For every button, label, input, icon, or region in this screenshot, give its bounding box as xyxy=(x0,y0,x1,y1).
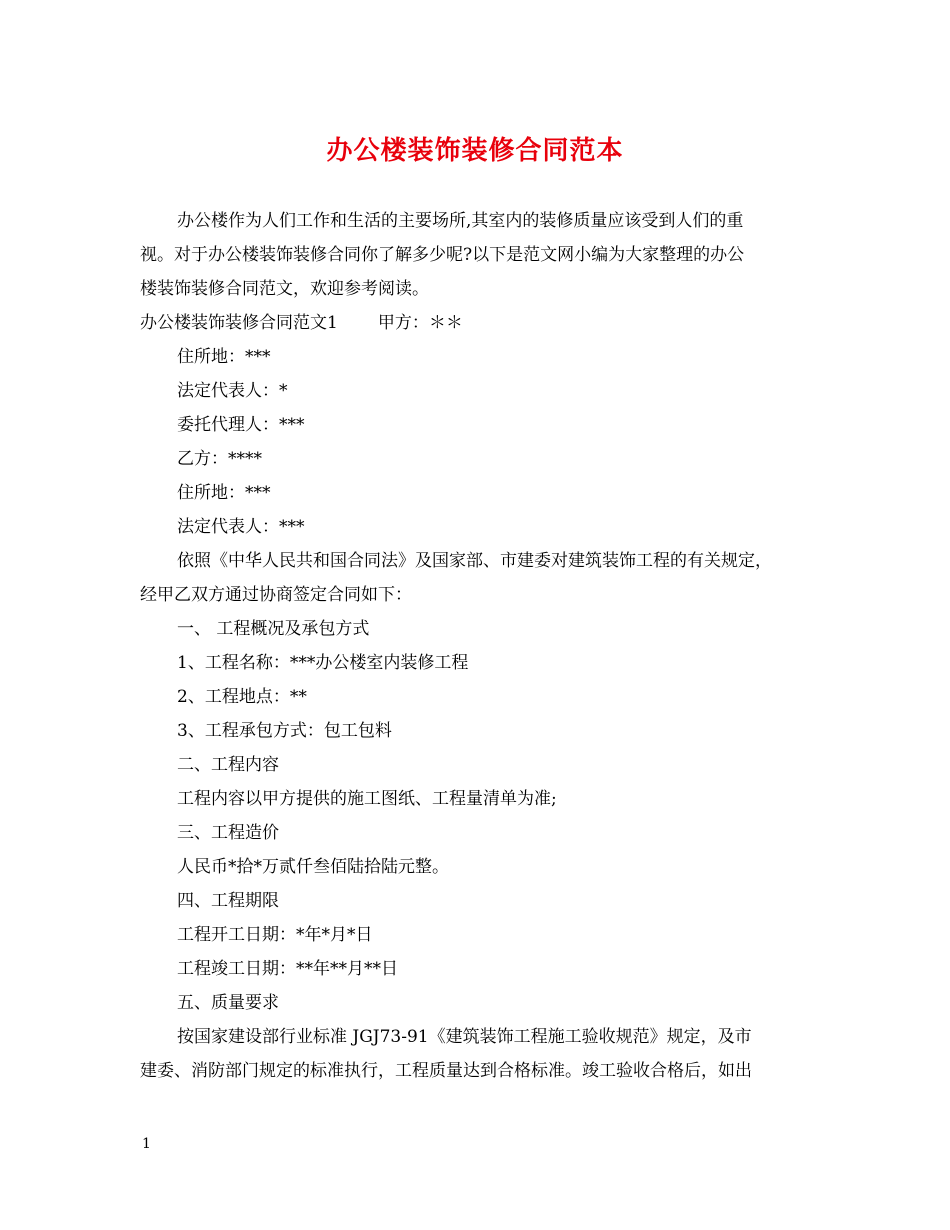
paragraph-line: 人民币*拾*万贰仟叁佰陆拾陆元整。 xyxy=(177,857,449,877)
page-number: 1 xyxy=(142,1136,151,1152)
heading-line xyxy=(140,312,463,334)
paragraph-line: 按国家建设部行业标准 JGJ73-91《建筑装饰工程施工验收规范》规定，及市 xyxy=(177,1027,752,1047)
paragraph-line: 委托代理人：*** xyxy=(177,415,305,435)
section-heading: 三、工程造价 xyxy=(177,823,279,843)
sample-heading: 办公楼装饰装修合同范文1 xyxy=(140,313,338,333)
paragraph-line: 工程内容以甲方提供的施工图纸、工程量清单为准; xyxy=(177,789,557,809)
paragraph-line: 依照《中华人民共和国合同法》及国家部、市建委对建筑装饰工程的有关规定， xyxy=(177,551,772,571)
paragraph-line: 1、工程名称：***办公楼室内装修工程 xyxy=(177,653,469,673)
paragraph-line: 2、工程地点：** xyxy=(177,687,307,707)
paragraph-line: 住所地：*** xyxy=(177,483,271,503)
paragraph-line: 乙方：**** xyxy=(177,449,262,469)
paragraph-line: 视。对于办公楼装饰装修合同你了解多少呢?以下是范文网小编为大家整理的办公 xyxy=(140,245,745,265)
paragraph-line: 建委、消防部门规定的标准执行，工程质量达到合格标准。竣工验收合格后，如出 xyxy=(140,1061,752,1081)
section-heading: 一、 工程概况及承包方式 xyxy=(177,619,370,639)
paragraph-line: 法定代表人：*** xyxy=(177,517,305,537)
paragraph-line: 楼装饰装修合同范文，欢迎参考阅读。 xyxy=(140,279,429,299)
section-heading: 四、工程期限 xyxy=(177,891,279,911)
section-heading: 五、质量要求 xyxy=(177,993,279,1013)
paragraph-line: 工程竣工日期：**年**月**日 xyxy=(177,959,398,979)
paragraph-line: 经甲乙双方通过协商签定合同如下： xyxy=(140,585,412,605)
paragraph-line: 法定代表人：* xyxy=(177,381,288,401)
paragraph-line: 办公楼作为人们工作和生活的主要场所,其室内的装修质量应该受到人们的重 xyxy=(177,211,744,231)
party-a: 甲方：＊＊ xyxy=(377,313,463,333)
paragraph-line: 工程开工日期：*年*月*日 xyxy=(177,925,373,945)
page-title: 办公楼装饰装修合同范本 xyxy=(326,136,624,166)
paragraph-line: 3、工程承包方式：包工包料 xyxy=(177,721,392,741)
section-heading: 二、工程内容 xyxy=(177,755,279,775)
paragraph-line: 住所地：*** xyxy=(177,347,271,367)
